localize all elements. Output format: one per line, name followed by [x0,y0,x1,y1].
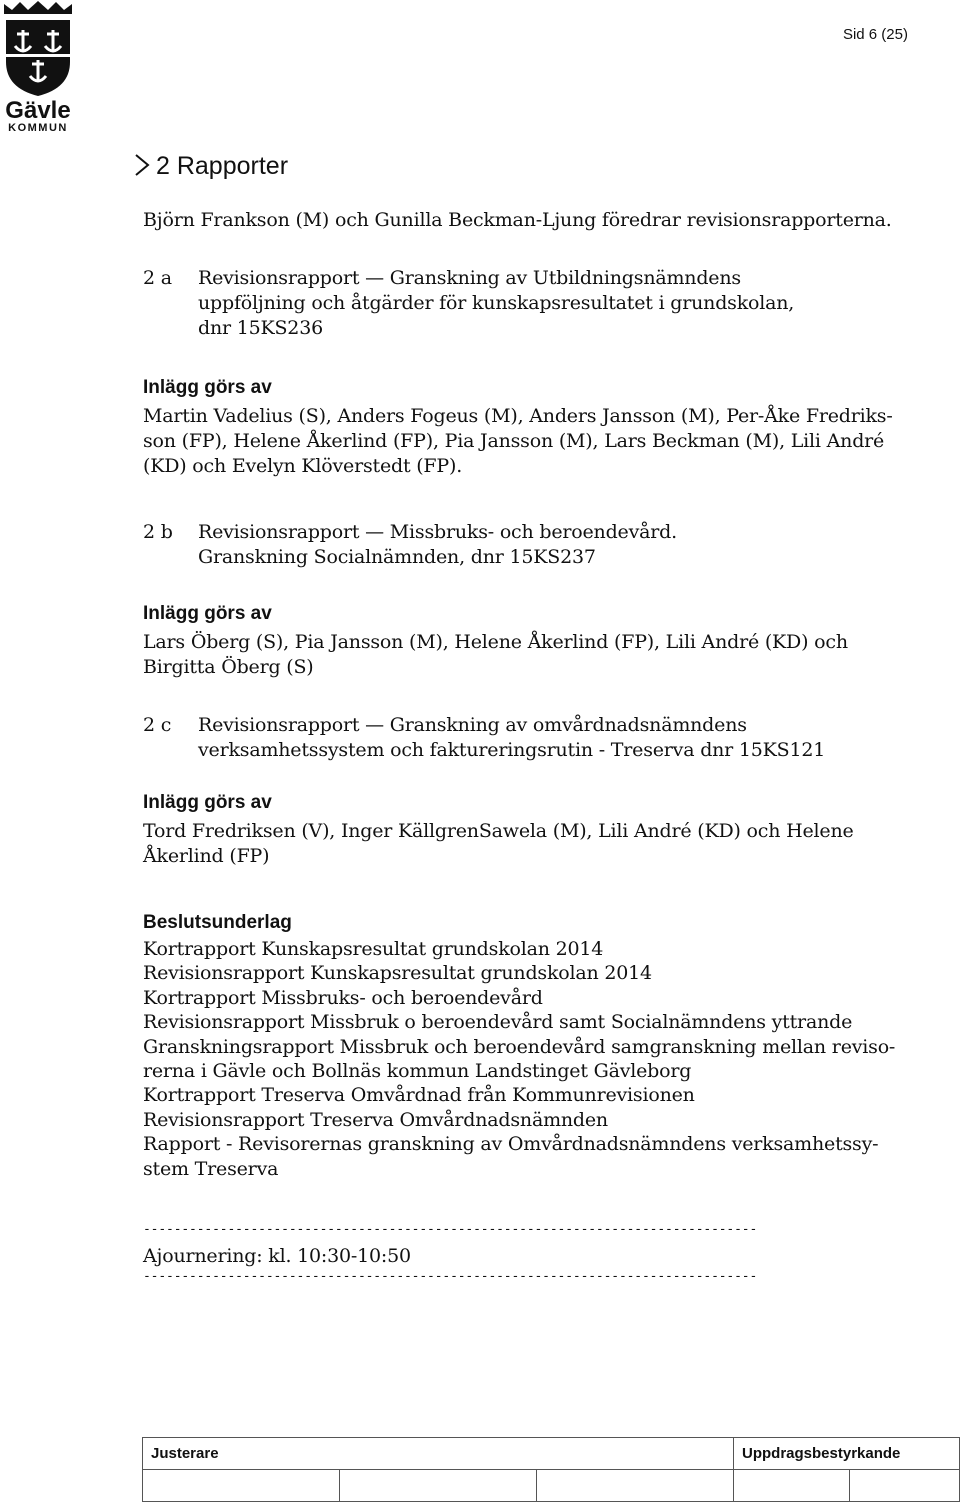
intro-text: Björn Frankson (M) och Gunilla Beckman-Ljung föredrar revisionsrapporterna. [143,209,892,231]
item-code: 2 a [143,267,172,289]
underlag-line: Revisionsrapport Treserva Omvårdnadsnämnden [143,1108,608,1131]
coat-of-arms-icon [0,0,76,134]
underlag-line: Kortrapport Treserva Omvårdnad från Kommunrevisionen [143,1084,695,1107]
signature-cell [850,1470,960,1502]
speakers-list: Martin Vadelius (S), Anders Fogeus (M), Anders Jansson (M), Per-Åke Fredriks- son (FP), Helene Åkerlind (FP), Pia Jansson (M), Lars Beckman (M), Lili André (KD) och Evelyn Klöverstedt (FP). [143,405,893,477]
signature-table [142,1437,960,1502]
speakers-label: Inlägg görs av [143,792,272,813]
signature-cell [340,1470,537,1502]
item-title: Revisionsrapport — Granskning av omvårdnadsnämndens verksamhetssystem och faktureringsrutin - Treserva dnr 15KS121 [198,714,826,761]
speakers-list: Lars Öberg (S), Pia Jansson (M), Helene Åkerlind (FP), Lili André (KD) och Birgitta Öberg (S) [143,631,848,678]
uppdragsbestyrkande-header: Uppdragsbestyrkande [734,1438,960,1470]
page-number: Sid 6 (25) [842,26,908,43]
gavle-kommun-logo [0,0,76,134]
speakers-list: Tord Fredriksen (V), Inger KällgrenSawela (M), Lili André (KD) och Helene Åkerlind (FP) [143,820,854,867]
divider-top: -------------------------------------------------------------------------------- [143,1222,758,1237]
underlag-line: Kortrapport Missbruks- och beroendevård [143,986,543,1009]
underlag-line: Rapport - Revisorernas granskning av Omvårdnadsnämndens verksamhetssy- [143,1133,879,1156]
speakers-label: Inlägg görs av [143,603,272,624]
item-code: 2 b [143,521,173,543]
section-heading [134,152,288,181]
underlag-line: stem Treserva [143,1157,279,1180]
divider-bottom: -------------------------------------------------------------------------------- [143,1269,758,1284]
underlag-line: Granskningsrapport Missbruk och beroendevård samgranskning mellan reviso- [143,1035,896,1058]
svg-text:KOMMUN: KOMMUN [8,122,68,134]
adjournment-text: Ajournering: kl. 10:30-10:50 [143,1245,411,1267]
speakers-label: Inlägg görs av [143,377,272,398]
svg-text:Gävle: Gävle [5,97,71,124]
signature-cell [734,1470,850,1502]
item-code: 2 c [143,714,172,736]
item-title: Revisionsrapport — Missbruks- och beroendevård. Granskning Socialnämnden, dnr 15KS237 [198,521,677,568]
item-title: Revisionsrapport — Granskning av Utbildningsnämndens uppföljning och åtgärder för kunskapsresultatet i grundskolan, dnr 15KS236 [198,267,795,339]
underlag-list [143,937,923,1181]
underlag-line: Kortrapport Kunskapsresultat grundskolan 2014 [143,938,604,960]
underlag-label: Beslutsunderlag [143,912,292,933]
underlag-line: Revisionsrapport Kunskapsresultat grundskolan 2014 [143,962,652,985]
underlag-line: Revisionsrapport Missbruk o beroendevård samt Socialnämndens yttrande [143,1011,853,1034]
justerare-header: Justerare [143,1438,734,1470]
underlag-line: rerna i Gävle och Bollnäs kommun Landstinget Gävleborg [143,1060,692,1083]
signature-cell [143,1470,340,1502]
section-title: 2 Rapporter [156,152,289,180]
signature-cell [537,1470,734,1502]
arrow-right-icon [134,153,150,177]
